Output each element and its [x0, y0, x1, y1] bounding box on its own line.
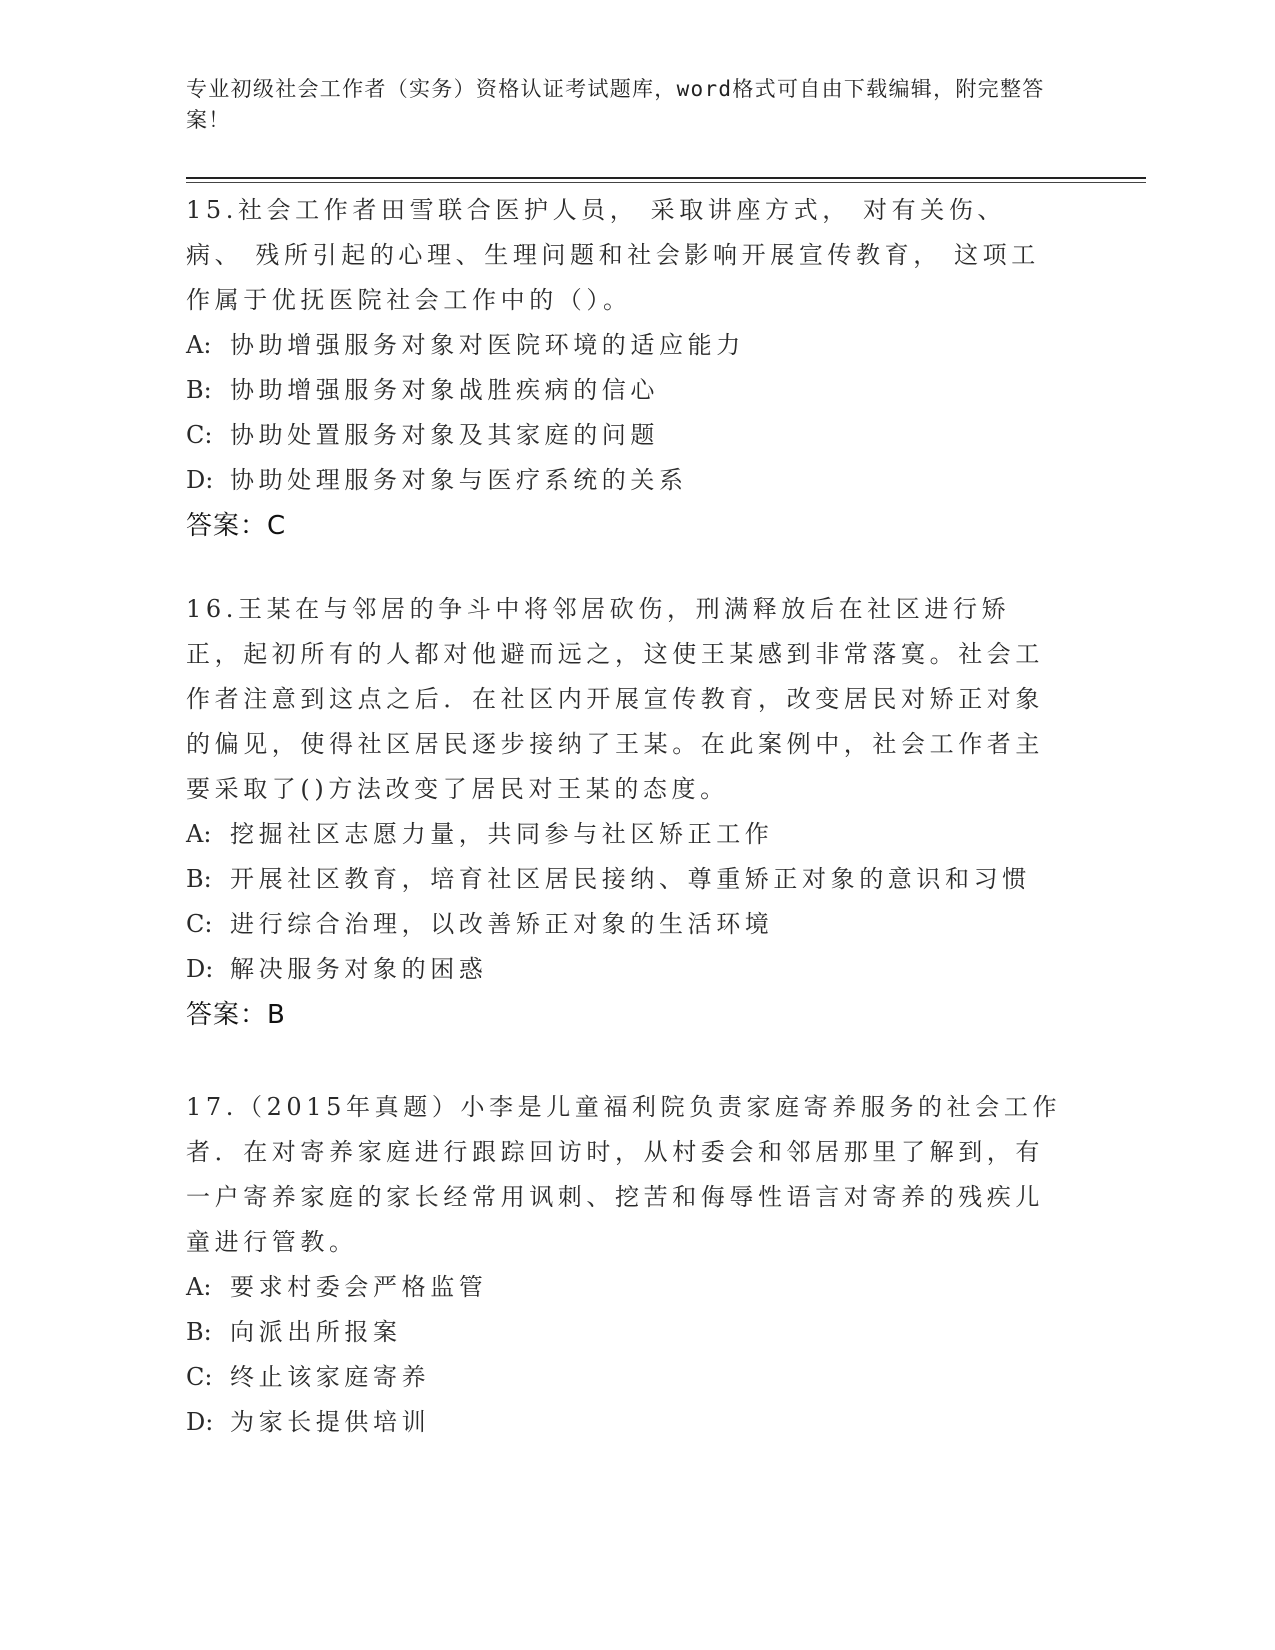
- header-divider-thin: [186, 182, 1146, 183]
- option-label: D:: [186, 466, 214, 494]
- option-label: B:: [186, 865, 212, 893]
- option-label: A:: [186, 820, 212, 848]
- question-stem: 17.（2015年真题）小李是儿童福利院负责家庭寄养服务的社会工作者．在对寄养家庭进行跟踪回访时，从村委会和邻居那里了解到，有一户寄养家庭的家长经常用讽刺、挖苦和侮辱性语言对寄养的残疾儿童进行管教。: [186, 1093, 1062, 1256]
- option-c: [186, 1355, 1066, 1400]
- option-label: D:: [186, 1408, 214, 1436]
- option-text: 协助处理服务对象与医疗系统的关系: [230, 466, 688, 494]
- option-a: [186, 323, 1066, 368]
- page-header: 专业初级社会工作者（实务）资格认证考试题库，word格式可自由下载编辑，附完整答案！: [186, 77, 1045, 132]
- option-d: [186, 947, 1066, 992]
- option-b: [186, 1310, 1066, 1355]
- option-label: D:: [186, 955, 214, 983]
- question-17: [186, 1085, 1066, 1445]
- question-16: [186, 587, 1066, 1038]
- option-a: [186, 812, 1066, 857]
- option-d: [186, 1400, 1066, 1445]
- option-text: 终止该家庭寄养: [230, 1363, 431, 1391]
- option-c: [186, 413, 1066, 458]
- option-label: B:: [186, 1318, 212, 1346]
- option-label: A:: [186, 331, 212, 359]
- header-divider-thick: [186, 177, 1146, 179]
- option-label: C:: [186, 1363, 213, 1391]
- answer: 答案：B: [186, 1000, 286, 1030]
- option-text: 向派出所报案: [230, 1318, 402, 1346]
- option-b: [186, 857, 1066, 902]
- question-15: [186, 188, 1066, 549]
- option-a: [186, 1265, 1066, 1310]
- option-text: 协助处置服务对象及其家庭的问题: [230, 421, 659, 449]
- question-stem: 16.王某在与邻居的争斗中将邻居砍伤，刑满释放后在社区进行矫正，起初所有的人都对他避而远之，这使王某感到非常落寞。社会工作者注意到这点之后．在社区内开展宣传教育，改变居民对矫正对象的偏见，使得社区居民逐步接纳了王某。在此案例中，社会工作者主要采取了()方法改变了居民对王某的态度。: [186, 595, 1044, 803]
- option-text: 协助增强服务对象战胜疾病的信心: [230, 376, 659, 404]
- option-b: [186, 368, 1066, 413]
- answer: 答案：C: [186, 511, 287, 541]
- option-text: 要求村委会严格监管: [230, 1273, 488, 1301]
- option-label: A:: [186, 1273, 212, 1301]
- option-text: 为家长提供培训: [230, 1408, 431, 1436]
- option-text: 解决服务对象的困惑: [230, 955, 488, 983]
- question-stem: 15.社会工作者田雪联合医护人员， 采取讲座方式， 对有关伤、 病、 残所引起的心理、生理问题和社会影响开展宣传教育， 这项工作属于优抚医院社会工作中的（）。: [186, 196, 1040, 314]
- option-text: 进行综合治理，以改善矫正对象的生活环境: [230, 910, 774, 938]
- option-text: 挖掘社区志愿力量，共同参与社区矫正工作: [230, 820, 774, 848]
- option-label: C:: [186, 910, 213, 938]
- option-label: C:: [186, 421, 213, 449]
- option-text: 协助增强服务对象对医院环境的适应能力: [230, 331, 745, 359]
- option-c: [186, 902, 1066, 947]
- option-text: 开展社区教育，培育社区居民接纳、尊重矫正对象的意识和习惯: [230, 865, 1031, 893]
- option-label: B:: [186, 376, 212, 404]
- option-d: [186, 458, 1066, 503]
